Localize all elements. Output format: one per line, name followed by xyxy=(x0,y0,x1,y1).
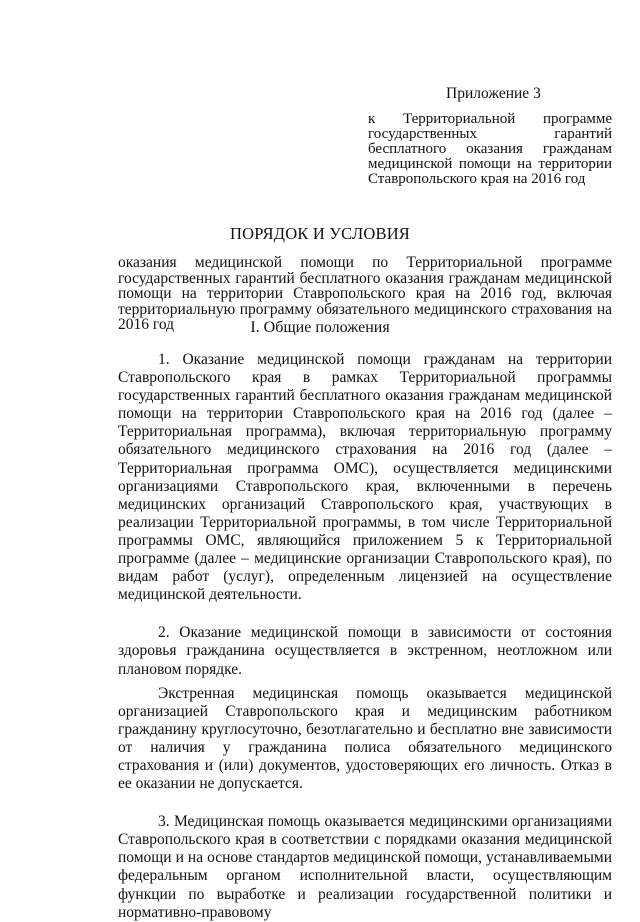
section-heading: I. Общие положения xyxy=(250,319,390,336)
appendix-reference: к Территориальной программе государственных гарантий бесплатного оказания гражданам медицинской помощи на территории Ставропольского края на 2016 год xyxy=(368,111,612,187)
paragraph-3: Экстренная медицинская помощь оказывается медицинской организацией Ставропольского края и медицинским работником гражданину круглосуточно, безотлагательно и бесплатно вне зависимости от наличия у гражданина полиса обязательного медицинского страхования и (или) документов, удостоверяющих его личность. Отказ в ее оказании не допускается. xyxy=(118,684,612,793)
paragraph-4: 3. Медицинская помощь оказывается медицинскими организациями Ставропольского края в соответствии с порядками оказания медицинской помощи и на основе стандартов медицинской помощи, устанавливаемыми федеральным органом исполнительной власти, осуществляющим функции по выработке и реализации государственной политики и нормативно-правовому xyxy=(118,813,612,921)
document-title: ПОРЯДОК И УСЛОВИЯ xyxy=(229,224,411,243)
appendix-label: Приложение 3 xyxy=(446,85,541,102)
body-text xyxy=(118,351,612,922)
paragraph-2: 2. Оказание медицинской помощи в зависимости от состояния здоровья гражданина осуществляется в экстренном, неотложном или плановом порядке. xyxy=(118,624,612,678)
document-subtitle: оказания медицинской помощи по Территориальной программе государственных гарантий бесплатного оказания гражданам медицинской помощи на территории Ставропольского края на 2016 год, включая территориальную программу обязательного медицинского страхования на 2016 год xyxy=(118,254,612,333)
paragraph-1: 1. Оказание медицинской помощи гражданам на территории Ставропольского края в рамках Территориальной программы государственных гарантий бесплатного оказания гражданам медицинской помощи на территории Ставропольского края на 2016 год (далее – Территориальная программа), включая территориальную программу обязательного медицинского страхования на 2016 год (далее – Территориальная программа ОМС), осуществляется медицинскими организациями Ставропольского края, включенными в перечень медицинских организаций Ставропольского края, участвующих в реализации Территориальной программы, в том числе Территориальной программы ОМС, являющийся приложением 5 к Территориальной программе (далее – медицинские организации Ставропольского края), по видам работ (услуг), определенным лицензией на осуществление медицинской деятельности. xyxy=(118,351,612,604)
